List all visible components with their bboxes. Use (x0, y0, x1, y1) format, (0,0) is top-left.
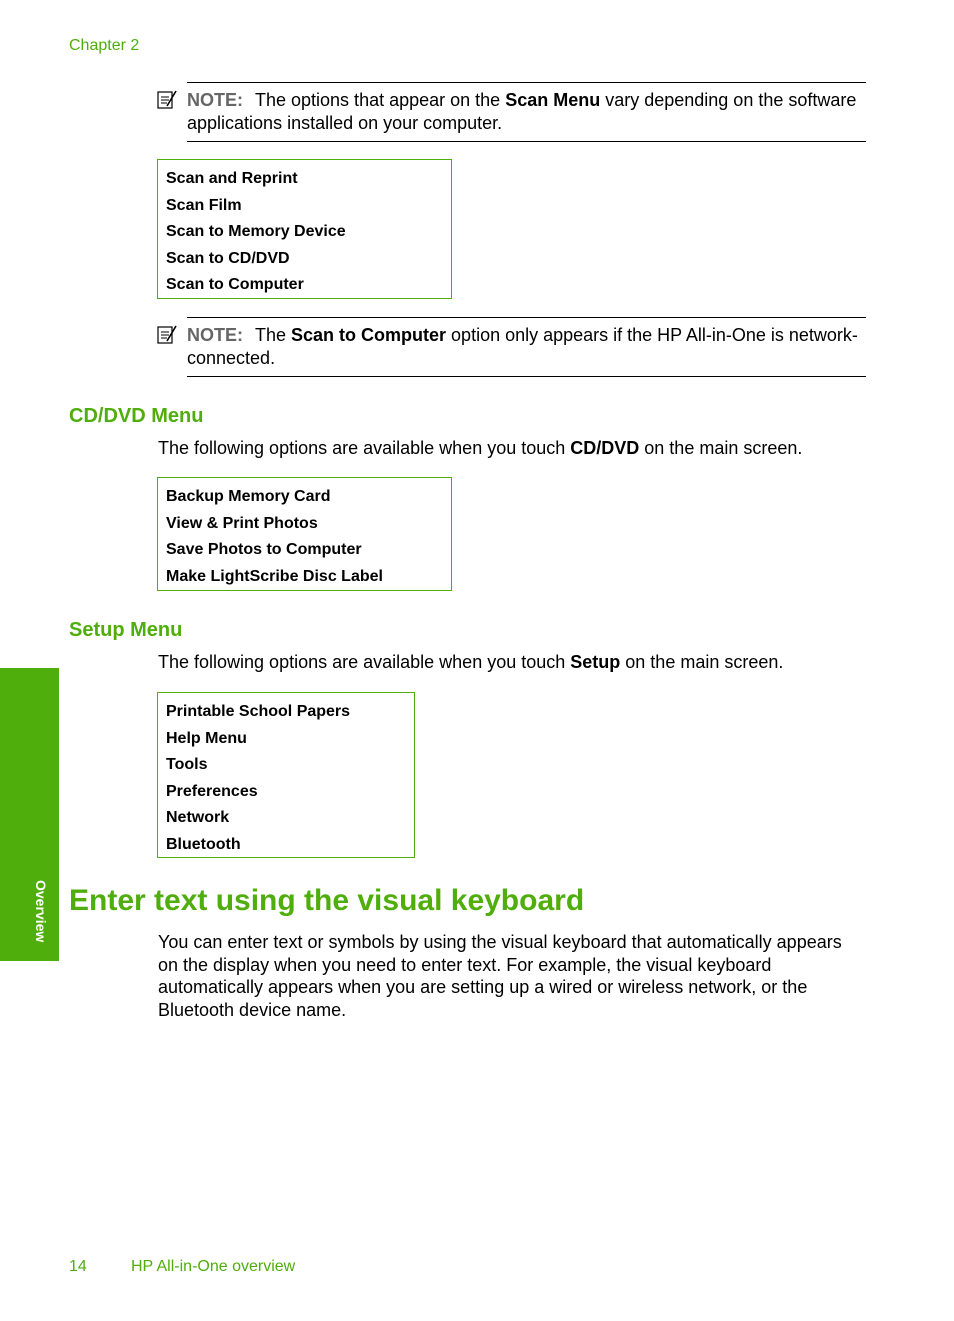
list-item: Make LightScribe Disc Label (166, 567, 383, 585)
list-item: Scan to Computer (166, 276, 304, 293)
side-tab (0, 668, 59, 961)
list-item: Help Menu (166, 729, 247, 747)
list-item: Scan to Memory Device (166, 223, 346, 240)
list-item: Network (166, 809, 230, 826)
setup-menu-list (157, 692, 415, 858)
list-item: Save Photos to Computer (166, 541, 362, 558)
note-label: NOTE: (187, 90, 243, 110)
page-number: 14 (69, 1258, 87, 1275)
chapter-label: Chapter 2 (69, 37, 140, 54)
list-item: Printable School Papers (166, 703, 351, 720)
note-scan-to-computer: NOTE: The Scan to Computer option only appears if the HP All-in-One is network-connected. (187, 317, 866, 377)
list-item: Preferences (166, 782, 258, 800)
list-item: Scan Film (166, 196, 242, 214)
cd-dvd-intro: The following options are available when you touch CD/DVD on the main screen. (158, 438, 803, 458)
side-tab-label: Overview (33, 880, 49, 943)
list-item: Scan to CD/DVD (166, 249, 290, 267)
list-item: Tools (166, 756, 208, 773)
note-scan-menu: NOTE: The options that appear on the Scan Menu vary depending on the software applications installed on your computer. (187, 82, 866, 142)
note-label: NOTE: (187, 325, 243, 345)
footer-title: HP All-in-One overview (131, 1258, 296, 1275)
list-item: View & Print Photos (166, 514, 318, 532)
list-item: Backup Memory Card (166, 488, 331, 505)
setup-heading: Setup Menu (69, 619, 183, 641)
note-icon (157, 90, 177, 110)
note-icon (157, 325, 177, 345)
section-heading: Enter text using the visual keyboard (69, 884, 585, 917)
cd-dvd-menu-list (157, 477, 452, 591)
scan-menu-list (157, 159, 452, 299)
list-item: Scan and Reprint (166, 170, 298, 187)
section-body: You can enter text or symbols by using the visual keyboard that automatically appears on the display when you need to enter text. For example, the visual keyboard automatically appears when you are setting up a wired or wireless network, or the Bluetooth device name. (158, 932, 842, 1020)
cd-dvd-heading: CD/DVD Menu (69, 405, 204, 427)
setup-intro: The following options are available when you touch Setup on the main screen. (158, 652, 784, 672)
list-item: Bluetooth (166, 835, 241, 853)
